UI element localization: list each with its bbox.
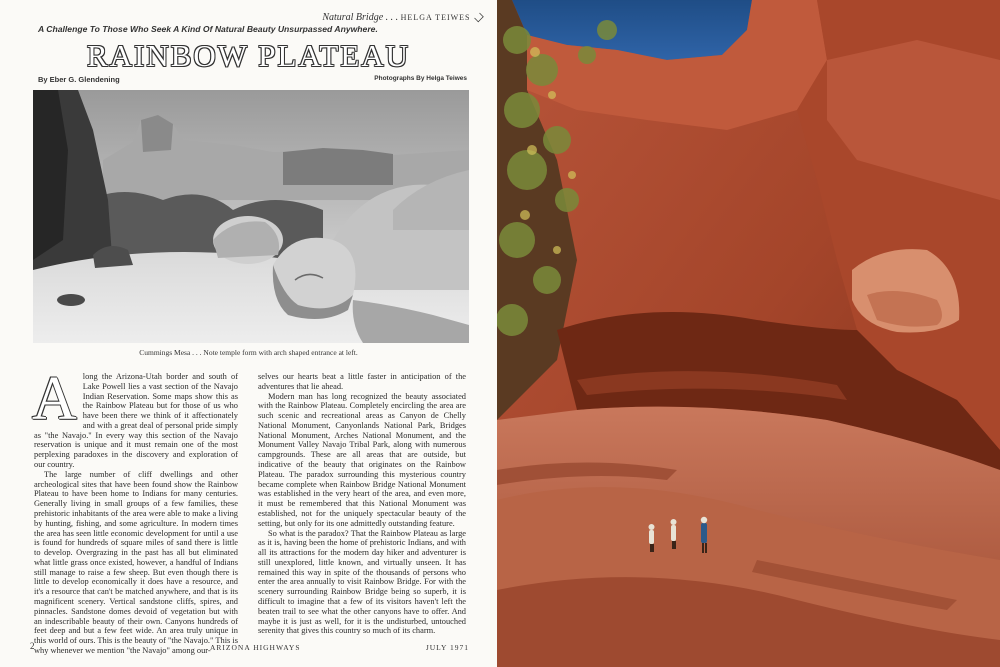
- magazine-name: ARIZONA HIGHWAYS: [210, 643, 301, 652]
- paragraph: Modern man has long recognized the beauty associated with the Rainbow Plateau. Completely encircling the area are such scenic and recreational areas as Canyon de Chelly National Monument, Canyonlands National Park, Bridges National Monument, Arches National Monument, and the Monument Valley Navajo Tribal Park, along with numerous campgrounds. These are all areas that are outside, but indicative of the beauty that originates on the Rainbow Plateau. The paradox surrounding this mysterious country became complete when Rainbow Bridge National Monument was established in the very heart of the area, and even more, it must be remembered that this National Monument was established, not for the uniquely spectacular beauty of the setting, but only for its one admittedly outstanding feature.: [258, 391, 466, 528]
- paragraph: So what is the paradox? That the Rainbow Plateau as large as it is, having been the home of prehistoric Indians, and with all its attractions for the modern day hiker and adventurer is still unexplored, little known, and virtually unseen. It has remained this way in spite of the thousands of persons who enter the area annually to visit Rainbow Bridge. For with the scenery surrounding Rainbow Bridge being so superb, it is difficult to imagine that a few of its visitors haven't left the beaten trail to see what the other canyons have to offer. And maybe it is just as well, for it is the undisturbed, untouched serenity that gives this country so much of its charm.: [258, 528, 466, 636]
- natural-bridge-photo: [497, 0, 1000, 667]
- drop-cap: A: [32, 365, 77, 433]
- byline: By Eber G. Glendening: [38, 75, 120, 84]
- left-page: [0, 0, 497, 667]
- photo-caption: Cummings Mesa . . . Note temple form with arch shaped entrance at left.: [139, 348, 358, 357]
- page-marker-icon: [474, 13, 483, 22]
- issue-date: JULY 1971: [425, 643, 469, 652]
- page-number: 2: [30, 641, 36, 651]
- cummings-mesa-photo: [33, 90, 469, 343]
- article-column-left: [32, 365, 238, 656]
- kicker: A Challenge To Those Who Seek A Kind Of Natural Beauty Unsurpassed Anywhere.: [38, 24, 378, 34]
- running-head-section: Natural Bridge: [322, 12, 384, 23]
- running-head-author: HELGA TEIWES: [400, 13, 471, 22]
- article-title: RAINBOW PLATEAU: [86, 38, 411, 73]
- running-head: [322, 12, 483, 23]
- article-column-right: [258, 372, 466, 636]
- paragraph: long the Arizona-Utah border and south of Lake Powell lies a vast section of the Navajo Indian Reservation. Some maps show this as the Rainbow Plateau but for those of us who have been there we think of it affectionately and with a great deal of personal pride simply as "the Navajo." In every way this section of the Navajo reservation is unique and it must remain one of the most perplexing paradoxes in the discovery and exploration of our country.: [34, 372, 238, 470]
- photo-credit: Photographs By Helga Teiwes: [374, 75, 467, 82]
- paragraph: The large number of cliff dwellings and other archeological sites that have been found show the Rainbow Plateau to have been home to Indians for many centuries. Generally living in small groups of a few families, these prehistoric inhabitants of the area were able to make a living by hunting, fishing, and some agriculture. In modern times the area has seen little economic development for until a use is found for hundreds of square miles of sand there is little to develop. Overgrazing in the past has all but eliminated what little grass once existed, however, a handful of Indians still manage to raise a few sheep. But even though there is little to develop economically it does have a resource, and it's a resource that can't be matched anywhere, and that is its magnificent scenery. Vertical sandstone cliffs, spires, and pinnacles. Sandstone domes devoid of vegetation but with an indescribable beauty of their own. Canyons hundreds of feet deep and but a few feet wide. An area truly unique in this world of ours. This is the beauty of "the Navajo." This is why whenever we mention "the Navajo" among our-: [34, 469, 238, 655]
- paragraph: selves our hearts beat a little faster in anticipation of the adventures that lie ahead.: [258, 372, 466, 391]
- running-head-separator: . . .: [385, 12, 399, 23]
